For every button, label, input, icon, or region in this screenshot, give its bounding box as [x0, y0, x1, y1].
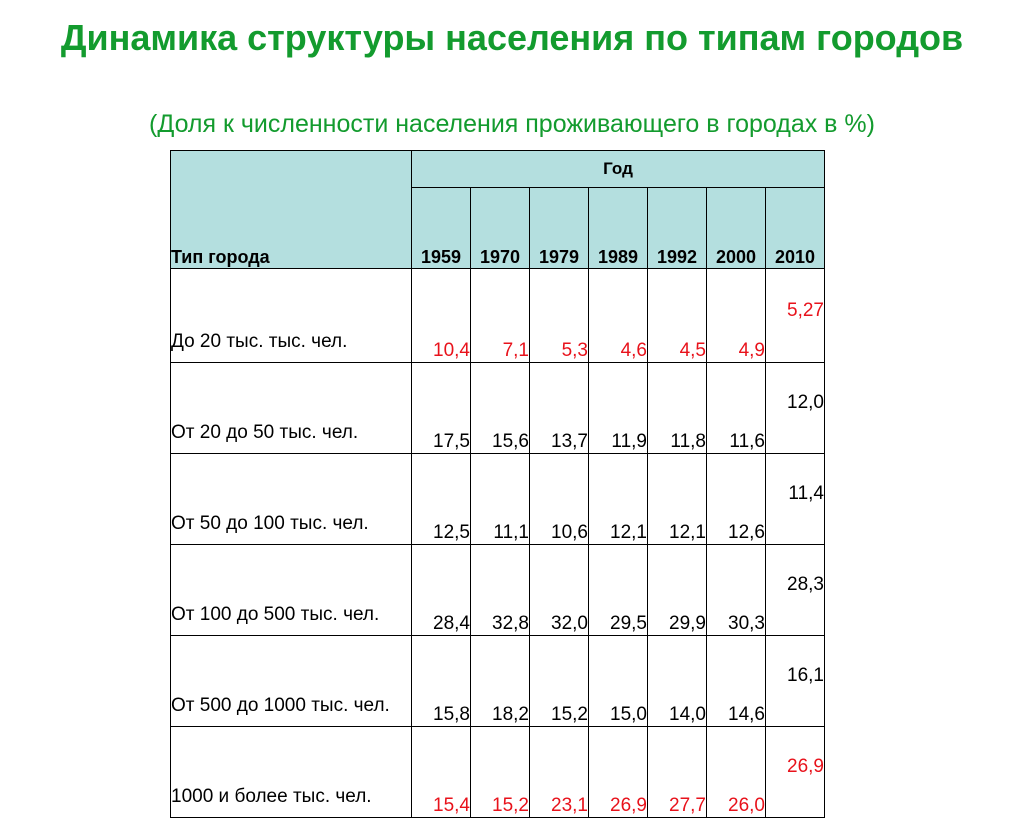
table-cell: 27,7 [648, 727, 707, 818]
table-cell: 15,8 [412, 636, 471, 727]
year-header: 1970 [471, 188, 530, 269]
page-subtitle: (Доля к численности населения проживающего в городах в %) [149, 110, 875, 138]
table-cell: 7,1 [471, 269, 530, 363]
table-cell: 15,0 [589, 636, 648, 727]
table-cell: 11,4 [766, 454, 825, 545]
table-cell: 28,3 [766, 545, 825, 636]
city-type-header: Тип города [171, 151, 412, 269]
city-type-label: От 100 до 500 тыс. чел. [171, 545, 412, 636]
table-cell: 32,8 [471, 545, 530, 636]
table-cell: 5,27 [766, 269, 825, 363]
table-cell: 14,6 [707, 636, 766, 727]
table-cell: 15,2 [471, 727, 530, 818]
table-cell: 26,9 [589, 727, 648, 818]
table-cell: 12,1 [648, 454, 707, 545]
table-cell: 11,9 [589, 363, 648, 454]
table-cell: 12,1 [589, 454, 648, 545]
city-type-label: От 50 до 100 тыс. чел. [171, 454, 412, 545]
year-header: 1959 [412, 188, 471, 269]
city-type-label: 1000 и более тыс. чел. [171, 727, 412, 818]
table-cell: 17,5 [412, 363, 471, 454]
table-cell: 15,2 [530, 636, 589, 727]
page-title: Динамика структуры населения по типам городов [60, 17, 964, 58]
table-cell: 12,0 [766, 363, 825, 454]
year-group-header: Год [412, 151, 825, 188]
city-type-label: От 500 до 1000 тыс. чел. [171, 636, 412, 727]
table-cell: 28,4 [412, 545, 471, 636]
year-header: 2010 [766, 188, 825, 269]
table-cell: 4,5 [648, 269, 707, 363]
table-cell: 15,4 [412, 727, 471, 818]
table-cell: 11,1 [471, 454, 530, 545]
table-cell: 11,6 [707, 363, 766, 454]
city-type-label: От 20 до 50 тыс. чел. [171, 363, 412, 454]
table-cell: 26,0 [707, 727, 766, 818]
population-table [170, 150, 825, 818]
year-header: 1989 [589, 188, 648, 269]
table-cell: 5,3 [530, 269, 589, 363]
table-cell: 14,0 [648, 636, 707, 727]
table-cell: 29,9 [648, 545, 707, 636]
table-cell: 32,0 [530, 545, 589, 636]
table-row [171, 727, 825, 818]
table-cell: 16,1 [766, 636, 825, 727]
table-cell: 18,2 [471, 636, 530, 727]
table-cell: 10,4 [412, 269, 471, 363]
table-row [171, 636, 825, 727]
table-cell: 4,9 [707, 269, 766, 363]
table-cell: 23,1 [530, 727, 589, 818]
table-cell: 30,3 [707, 545, 766, 636]
table-cell: 15,6 [471, 363, 530, 454]
table-row [171, 269, 825, 363]
table-cell: 26,9 [766, 727, 825, 818]
table-cell: 13,7 [530, 363, 589, 454]
table-row [171, 363, 825, 454]
table-cell: 10,6 [530, 454, 589, 545]
year-header: 2000 [707, 188, 766, 269]
year-header: 1992 [648, 188, 707, 269]
table-row [171, 545, 825, 636]
table-row [171, 454, 825, 545]
city-type-label: До 20 тыс. тыс. чел. [171, 269, 412, 363]
table-cell: 12,6 [707, 454, 766, 545]
table-cell: 4,6 [589, 269, 648, 363]
table-cell: 29,5 [589, 545, 648, 636]
table-cell: 12,5 [412, 454, 471, 545]
table-cell: 11,8 [648, 363, 707, 454]
year-header: 1979 [530, 188, 589, 269]
